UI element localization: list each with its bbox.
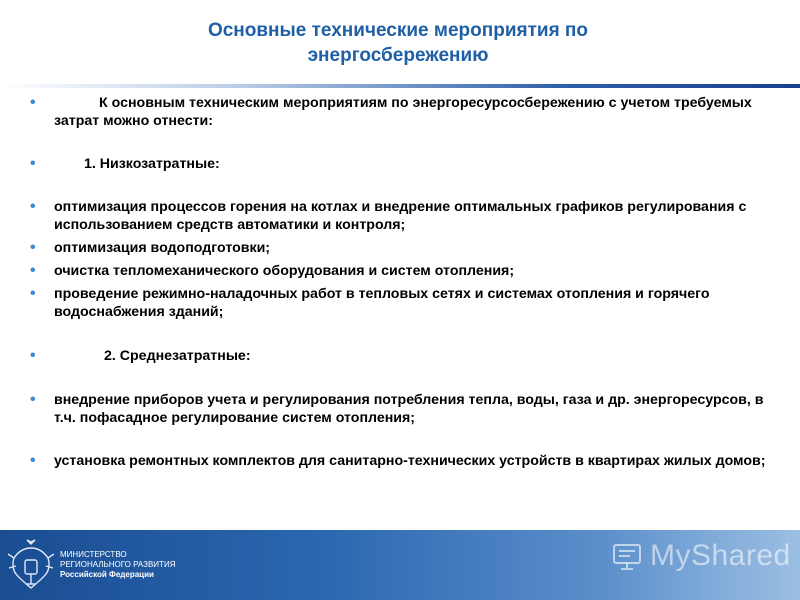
list-item: [30, 285, 770, 321]
item-text: проведение режимно-наладочных работ в тепловых сетях и системах отопления и горячего водоснабжения зданий;: [54, 286, 710, 320]
coat-of-arms-icon: [6, 538, 56, 592]
slide-title-line1: Основные технические мероприятия по: [207, 20, 589, 41]
list-item: [30, 452, 770, 470]
ministry-line1: МИНИСТЕРСТВО: [60, 550, 127, 559]
list-item: [30, 198, 770, 234]
item-text: К основным техническим мероприятиям по энергоресурсосбережению с учетом требуемых затрат можно отнести:: [54, 95, 752, 129]
title-underline: [0, 84, 800, 88]
bullet-dot: •: [30, 391, 36, 408]
ministry-line3: Российской Федерации: [60, 570, 154, 579]
bullet-dot: •: [30, 94, 36, 111]
bullet-dot: •: [30, 452, 36, 469]
item-text: 1. Низкозатратные:: [84, 156, 220, 172]
watermark: [610, 536, 791, 576]
list-item: [30, 262, 770, 280]
slide-title: [0, 18, 796, 68]
footer-bar: [0, 530, 800, 600]
item-text: оптимизация процессов горения на котлах и внедрение оптимальных графиков регулирования с использованием средств автоматики и контроля;: [54, 199, 747, 233]
item-text: оптимизация водоподготовки;: [54, 240, 271, 256]
item-text: 2. Среднезатратные:: [104, 348, 251, 364]
bullet-list: [30, 94, 770, 470]
bullet-dot: •: [30, 198, 36, 215]
bullet-dot: •: [30, 347, 36, 364]
presentation-icon: [610, 539, 644, 573]
bullet-dot: •: [30, 262, 36, 279]
item-text: внедрение приборов учета и регулирования потребления тепла, воды, газа и др. энергоресурсов, в т.ч. пофасадное регулирование систем отопления;: [54, 392, 764, 426]
item-text: установка ремонтных комплектов для санитарно-технических устройств в квартирах жилых домов;: [54, 453, 766, 469]
list-item: [30, 347, 770, 365]
list-item: [30, 155, 770, 173]
ministry-label: [60, 550, 175, 580]
list-item: [30, 94, 770, 130]
watermark-text: MyShared: [650, 539, 791, 572]
slide-title-line2: энергосбережению: [307, 45, 489, 66]
item-text: очистка тепломеханического оборудования и систем отопления;: [54, 263, 515, 279]
ministry-line2: РЕГИОНАЛЬНОГО РАЗВИТИЯ: [60, 560, 176, 569]
bullet-dot: •: [30, 155, 36, 172]
list-item: [30, 239, 770, 257]
list-item: [30, 391, 770, 427]
bullet-dot: •: [30, 285, 36, 302]
bullet-dot: •: [30, 239, 36, 256]
